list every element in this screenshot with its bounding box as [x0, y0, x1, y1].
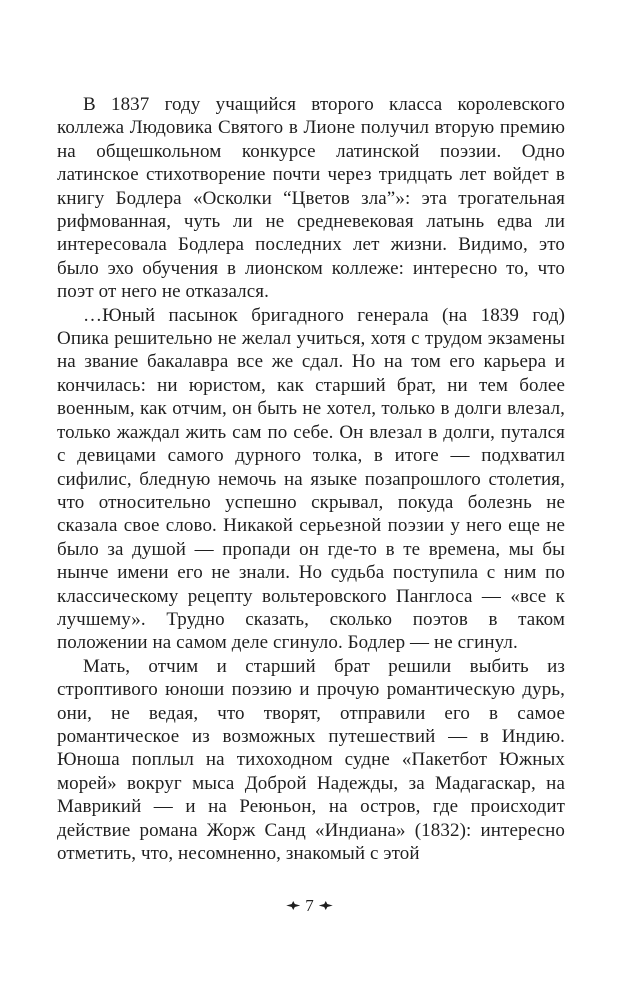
- four-pointed-star-icon: [319, 901, 333, 910]
- page-footer: [0, 897, 619, 914]
- page-text: [57, 93, 565, 865]
- four-pointed-star-icon: [286, 901, 300, 910]
- paragraph: Мать, отчим и старший брат решили выбить из строптивого юноши поэзию и прочую романтическую дурь, они, не ведая, что творят, отправили его в самое романтическое из возможных путешествий — в Индию. Юноша поплыл на тихоходном судне «Пакетбот Южных морей» вокруг мыса Доброй Надежды, за Мадагаскар, на Маврикий — и на Реюньон, на остров, где происходит действие романа Жорж Санд «Индиана» (1832): интересно отметить, что, несомненно, знакомый с этой: [57, 655, 565, 864]
- page-number: 7: [305, 896, 314, 915]
- paragraph: В 1837 году учащийся второго класса королевского коллежа Людовика Святого в Лионе получил вторую премию на общешкольном конкурсе латинской поэзии. Одно латинское стихотворение почти через тридцать лет войдет в книгу Бодлера «Осколки “Цветов зла”»: эта трогательная рифмованная, чуть ли не средневековая латынь едва ли интересовала Бодлера последних лет жизни. Видимо, это было эхо обучения в лионском коллеже: интересно то, что поэт от него не отказался.: [57, 94, 565, 303]
- paragraph: …Юный пасынок бригадного генерала (на 1839 год) Опика решительно не желал учиться, хотя с трудом экзамены на звание бакалавра все же сдал. Но на том его карьера и кончилась: ни юристом, как старший брат, ни тем более военным, как отчим, он быть не хотел, только в долги влезал, только жаждал жить сам по себе. Он влезал в долги, путался с девицами самого дурного толка, в итоге — подхватил сифилис, бледную немочь на языке позапрошлого столетия, что относительно успешно скрывал, покуда болезнь не сказала свое слово. Никакой серьезной поэзии у него еще не было за душой — пропади он где-то в те времена, мы бы нынче имени его не знали. Но судьба поступила с ним по классическому рецепту вольтеровского Панглоса — «все к лучшему». Трудно сказать, сколько поэтов в таком положении на самом деле сгинуло. Бодлер — не сгинул.: [57, 304, 565, 654]
